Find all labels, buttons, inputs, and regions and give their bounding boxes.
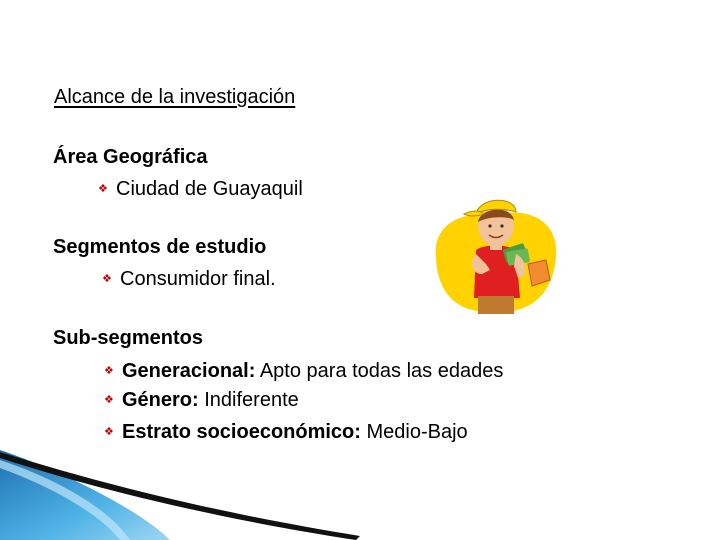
bullet-icon: ❖: [104, 365, 114, 377]
segmentos-heading: Segmentos de estudio: [53, 236, 267, 258]
subsegmento-value: Medio-Bajo: [360, 421, 468, 443]
bullet-icon: ❖: [104, 394, 114, 406]
segmentos-item-text: Consumidor final.: [120, 268, 276, 290]
boy-with-money-illustration: [424, 188, 564, 318]
subsegmento-label: Género:: [122, 389, 199, 411]
subsegmento-item: [104, 360, 503, 383]
subsegmentos-heading: Sub-segmentos: [53, 327, 204, 349]
subsegmento-item: [104, 389, 299, 412]
subsegmento-label: Estrato socioeconómico:: [122, 421, 361, 443]
subsegmento-value: Apto para todas las edades: [255, 360, 504, 382]
bullet-icon: ❖: [98, 183, 108, 195]
geo-item: [98, 178, 303, 201]
bullet-icon: ❖: [104, 426, 114, 438]
subsegmento-label: Generacional:: [122, 360, 256, 382]
corner-swoosh-decoration: [0, 450, 360, 540]
subsegmento-item: [104, 421, 468, 444]
subsegmento-value: Indiferente: [198, 389, 299, 411]
segmentos-item: [102, 268, 276, 291]
bullet-icon: ❖: [102, 273, 112, 285]
slide-title: Alcance de la investigación: [54, 86, 296, 108]
geo-heading: Área Geográfica: [53, 146, 208, 168]
geo-item-text: Ciudad de Guayaquil: [116, 178, 303, 200]
